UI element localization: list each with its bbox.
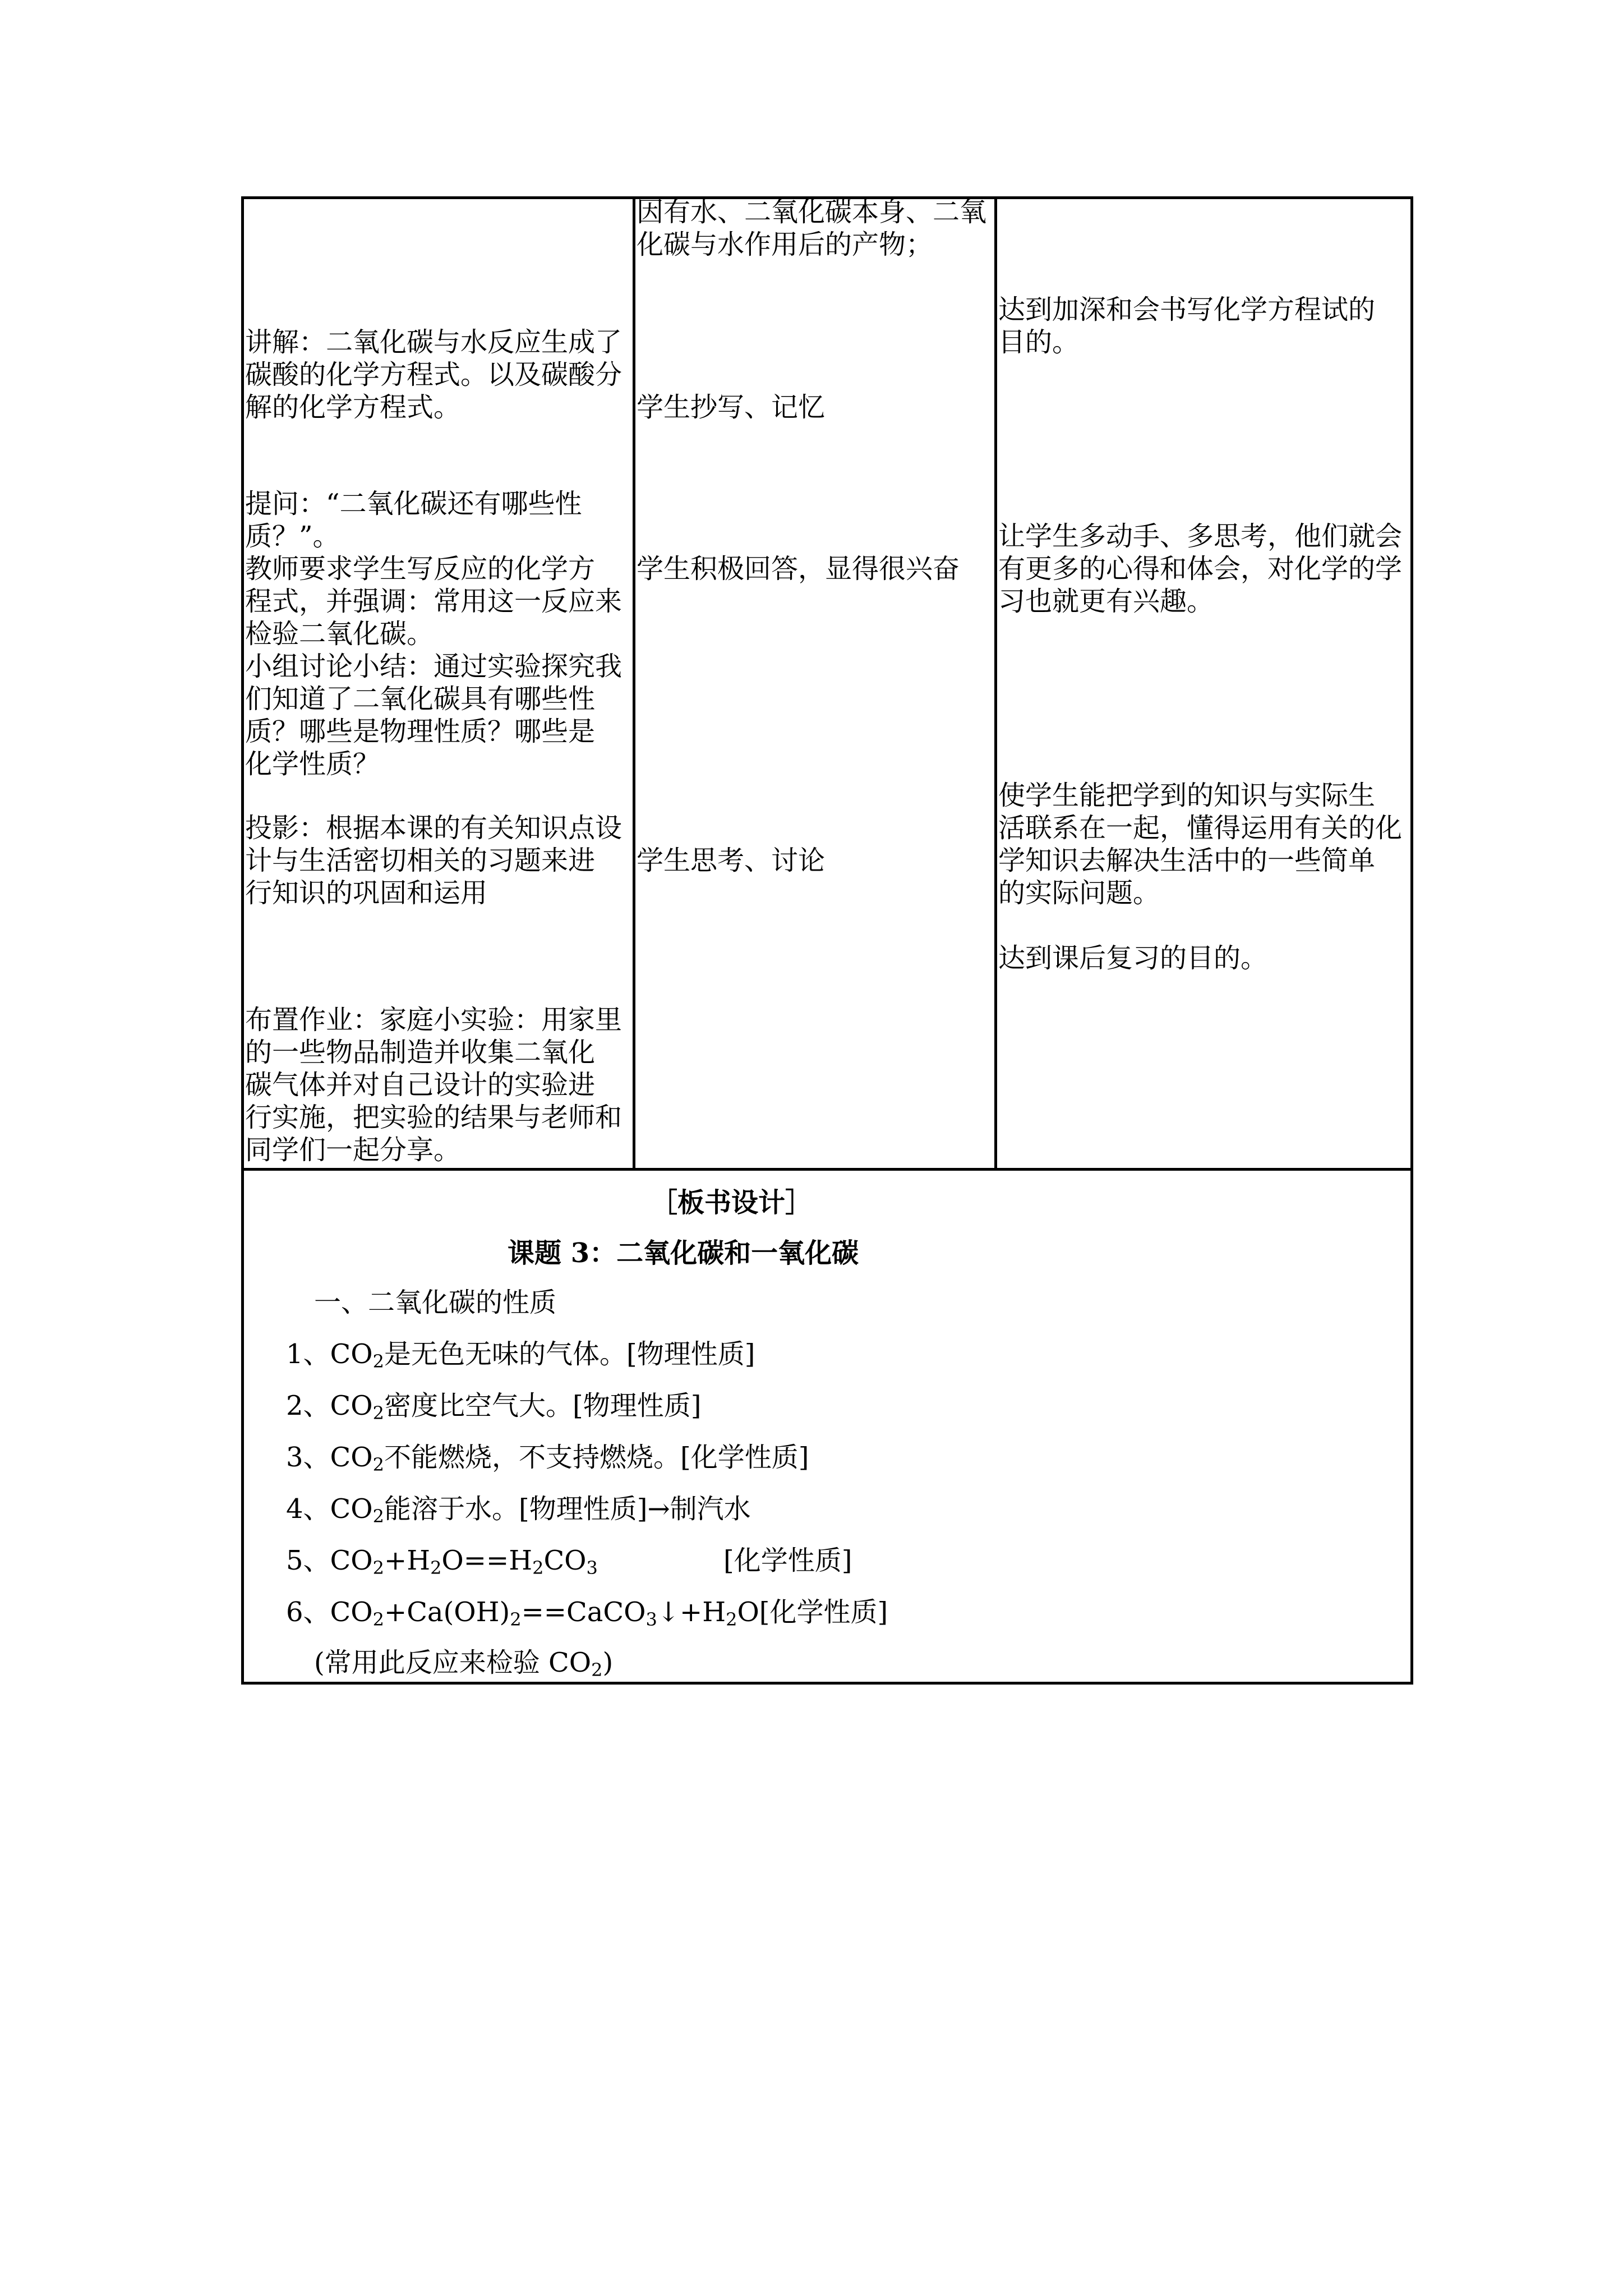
property-item: 3、$CO_2$不能燃烧，不支持燃烧。[化学性质] bbox=[286, 1442, 809, 1475]
purpose-text-line: 习也就更有兴趣。 bbox=[998, 586, 1214, 617]
student-text-line: 学生思考、讨论 bbox=[637, 845, 826, 876]
board-title: 课题 3：二氧化碳和一氧化碳 bbox=[508, 1237, 859, 1269]
student-text-line: 学生积极回答，显得很兴奋 bbox=[637, 553, 960, 585]
teacher-text-line: 的一些物品制造并收集二氧化 bbox=[245, 1037, 596, 1068]
purpose-text-line: 的实际问题。 bbox=[998, 877, 1160, 909]
purpose-text-line: 有更多的心得和体会，对化学的学 bbox=[998, 553, 1403, 585]
purpose-text-line: 达到课后复习的目的。 bbox=[998, 942, 1268, 974]
board-note: (常用此反应来检验 $CO_2$) bbox=[314, 1647, 614, 1681]
student-text-line: 因有水、二氧化碳本身、二氧 bbox=[637, 196, 987, 228]
teacher-text-line: 质？哪些是物理性质？哪些是 bbox=[245, 716, 596, 747]
teacher-text-line: 化学性质？ bbox=[245, 748, 380, 780]
teacher-text-line: 们知道了二氧化碳具有哪些性 bbox=[245, 683, 596, 715]
table-right-border bbox=[1410, 196, 1413, 1685]
column-divider-1 bbox=[633, 196, 635, 1171]
teacher-text-line: 程式，并强调：常用这一反应来 bbox=[245, 586, 623, 617]
teacher-text-line: 检验二氧化碳。 bbox=[245, 618, 434, 650]
teacher-text-line: 解的化学方程式。 bbox=[245, 392, 461, 423]
purpose-text-line: 目的。 bbox=[998, 326, 1080, 358]
teacher-text-line: 同学们一起分享。 bbox=[245, 1134, 461, 1166]
purpose-text-line: 使学生能把学到的知识与实际生 bbox=[998, 780, 1376, 811]
table-mid-border bbox=[241, 1168, 1413, 1171]
teacher-text-line: 行知识的巩固和运用 bbox=[245, 877, 488, 909]
teacher-text-line: 计与生活密切相关的习题来进 bbox=[245, 845, 596, 876]
teacher-text-line: 布置作业：家庭小实验：用家里 bbox=[245, 1004, 623, 1036]
table-bottom-border bbox=[241, 1682, 1413, 1685]
teacher-text-line: 讲解：二氧化碳与水反应生成了 bbox=[245, 326, 623, 358]
table-left-border bbox=[241, 196, 244, 1685]
teacher-text-line: 投影：根据本课的有关知识点设 bbox=[245, 812, 623, 844]
teacher-text-line: 提问：“二氧化碳还有哪些性 bbox=[245, 488, 582, 519]
equation-tag: [化学性质] bbox=[723, 1545, 852, 1576]
board-section: 一、二氧化碳的性质 bbox=[314, 1287, 557, 1318]
student-text-line: 学生抄写、记忆 bbox=[637, 392, 826, 423]
teacher-text-line: 碳酸的化学方程式。以及碳酸分 bbox=[245, 359, 623, 390]
purpose-text-line: 活联系在一起，懂得运用有关的化 bbox=[998, 812, 1403, 844]
equation-item: 6、$CO_2+Ca(OH)_2==CaCO_3↓+H_2O$[化学性质] bbox=[286, 1596, 888, 1630]
purpose-text-line: 达到加深和会书写化学方程试的 bbox=[998, 294, 1376, 325]
teacher-text-line: 质？”。 bbox=[245, 521, 340, 552]
property-item: 4、$CO_2$能溶于水。[物理性质]→制汽水 bbox=[286, 1493, 751, 1527]
teacher-text-line: 教师要求学生写反应的化学方 bbox=[245, 553, 596, 585]
teacher-text-line: 小组讨论小结：通过实验探究我 bbox=[245, 651, 623, 682]
board-heading: ［板书设计］ bbox=[651, 1187, 813, 1218]
teacher-text-line: 碳气体并对自己设计的实验进 bbox=[245, 1069, 596, 1101]
student-text-line: 化碳与水作用后的产物； bbox=[637, 229, 933, 260]
purpose-text-line: 让学生多动手、多思考，他们就会 bbox=[998, 521, 1403, 552]
teacher-text-line: 行实施，把实验的结果与老师和 bbox=[245, 1102, 623, 1133]
purpose-text-line: 学知识去解决生活中的一些简单 bbox=[998, 845, 1376, 876]
property-item: 2、$CO_2$密度比空气大。[物理性质] bbox=[286, 1390, 702, 1424]
equation-item: 5、$CO_2+H_2O==H_2CO_3$ bbox=[286, 1545, 598, 1579]
property-item: 1、$CO_2$是无色无味的气体。[物理性质] bbox=[286, 1338, 755, 1372]
column-divider-2 bbox=[994, 196, 997, 1171]
